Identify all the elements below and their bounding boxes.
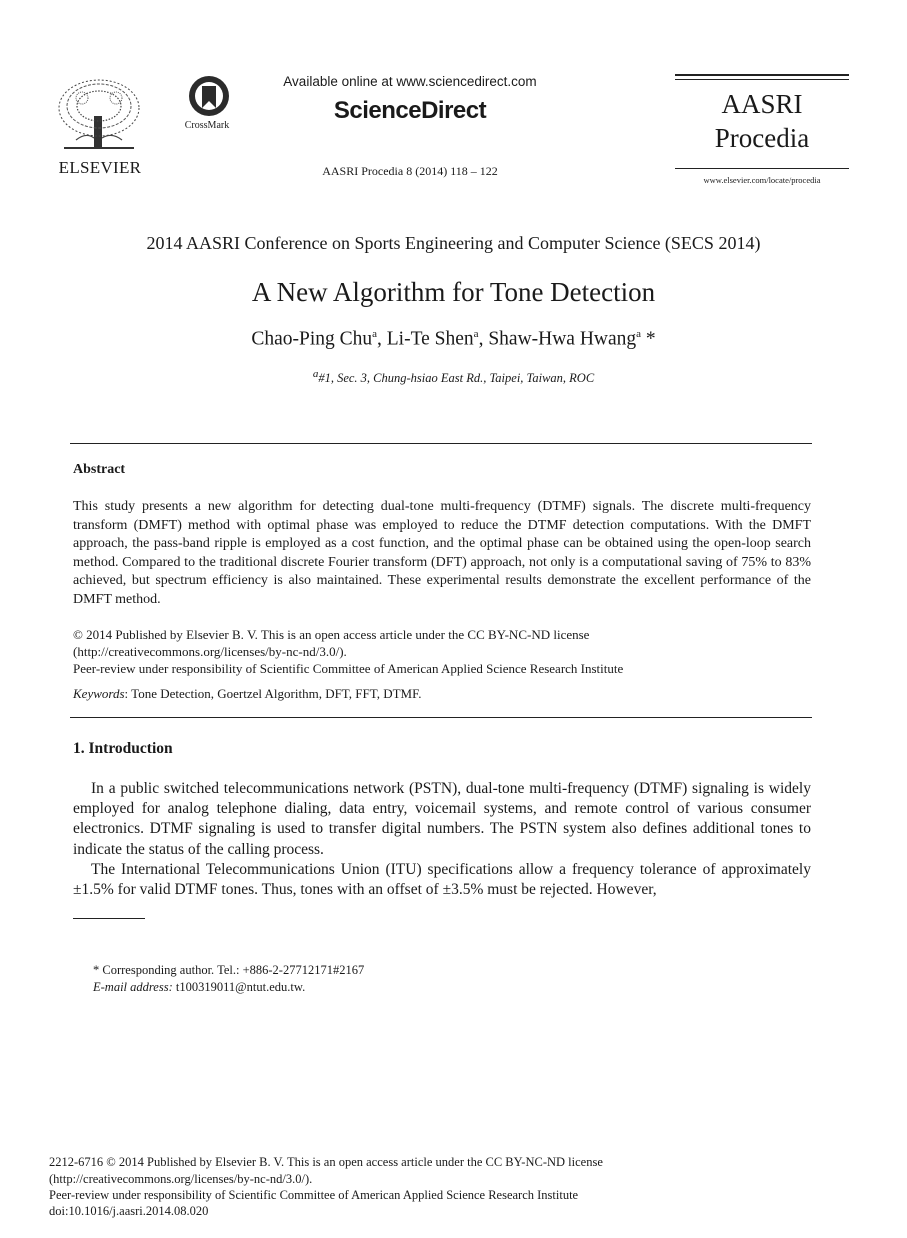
footer-peer-review: Peer-review under responsibility of Scientific Committee of American Applied Science Research Institute <box>49 1188 579 1202</box>
crossmark-label: CrossMark <box>184 120 230 131</box>
conference-name: 2014 AASRI Conference on Sports Engineering and Computer Science (SECS 2014) <box>146 233 761 253</box>
publisher-name: ELSEVIER <box>58 158 142 177</box>
keywords-list: : Tone Detection, Goertzel Algorithm, DFT, FFT, DTMF. <box>124 686 422 701</box>
abstract-top-rule <box>70 443 812 444</box>
journal-top-rule <box>675 74 849 76</box>
footer-issn-license: 2212-6716 © 2014 Published by Elsevier B. V. This is an open access article under the CC BY-NC-ND license <box>49 1155 603 1169</box>
journal-reference: AASRI Procedia 8 (2014) 118 – 122 <box>322 164 498 178</box>
author-affiliation-mark: a <box>473 328 479 340</box>
journal-top-rule-thin <box>675 79 849 80</box>
email-address[interactable]: t100319011@ntut.edu.tw. <box>172 980 306 994</box>
email-label: E-mail address: <box>93 980 173 994</box>
sciencedirect-logo[interactable]: ScienceDirect <box>333 97 487 124</box>
journal-url-link[interactable]: www.elsevier.com/locate/procedia <box>703 175 821 185</box>
corresponding-author-footnote: * Corresponding author. Tel.: +886-2-27712171#2167 <box>93 963 365 977</box>
author-separator: , <box>377 328 387 350</box>
introduction-body <box>73 779 811 900</box>
introduction-paragraph: In a public switched telecommunications network (PSTN), dual-tone multi-frequency (DTMF) signaling is widely employed for analog telephone dialing, data entry, voicemail systems, and remote control of various consumer electronics. DTMF signaling is used to transfer digital numbers. The PSTN system also defines additional tones to indicate the status of the calling process. <box>73 780 811 858</box>
author-separator: , <box>478 328 489 350</box>
keywords <box>73 686 813 702</box>
introduction-paragraph: The International Telecommunications Union (ITU) specifications allow a frequency tolerance of approximately ±1.5% for valid DTMF tones. Thus, tones with an offset of ±3.5% must be rejected. However, <box>73 860 811 899</box>
abstract-body: This study presents a new algorithm for detecting dual-tone multi-frequency (DTMF) signals. The discrete multi-frequency transform (DMFT) method with optimal phase was employed to reduce the DTMF detection computations. With the DMFT approach, the pass-band ripple is employed as a cost function, and the optimal phase can be obtained using the open-loop search method. Compared to the traditional discrete Fourier transform (DFT) approach, not only is a computational saving of 75% to 83% achieved, but spectrum efficiency is also maintained. These experimental results demonstrate the excellent performance of the DMFT method. <box>73 499 811 607</box>
license-statement: © 2014 Published by Elsevier B. V. This is an open access article under the CC BY-NC-ND license <box>73 627 590 642</box>
footnote-rule <box>73 918 145 919</box>
footer-doi[interactable]: doi:10.1016/j.aasri.2014.08.020 <box>49 1204 209 1218</box>
section-heading-introduction: 1. Introduction <box>73 740 173 757</box>
abstract-bottom-rule <box>70 717 812 718</box>
author-affiliation-mark: a <box>372 328 378 340</box>
author-affiliation-mark: a <box>636 328 642 340</box>
footer-license-link[interactable]: (http://creativecommons.org/licenses/by-nc-nd/3.0/). <box>49 1172 313 1186</box>
author-name: Chao-Ping Chu <box>251 328 373 350</box>
affiliation <box>40 368 867 386</box>
journal-name-procedia: Procedia <box>714 123 810 153</box>
author-name: Li-Te Shen <box>386 328 474 350</box>
author-name: Shaw-Hwa Hwang <box>488 328 637 350</box>
elsevier-logo <box>56 76 142 154</box>
journal-name: AASRI <box>721 89 803 119</box>
available-online-text: Available online at www.sciencedirect.com <box>283 74 537 89</box>
abstract-heading: Abstract <box>73 462 126 477</box>
affiliation-mark: a <box>312 368 319 380</box>
paper-title: A New Algorithm for Tone Detection <box>251 277 656 307</box>
peer-review-statement: Peer-review under responsibility of Scientific Committee of American Applied Science Research Institute <box>73 661 624 676</box>
affiliation-address: #1, Sec. 3, Chung-hsiao East Rd., Taipei, Taiwan, ROC <box>318 371 595 386</box>
license-link[interactable]: (http://creativecommons.org/licenses/by-nc-nd/3.0/). <box>73 644 347 659</box>
keywords-label: Keywords <box>73 686 125 701</box>
author-list <box>40 328 867 351</box>
corresponding-author-mark: * <box>641 328 656 350</box>
journal-bottom-rule <box>675 168 849 169</box>
email-footnote <box>93 979 305 995</box>
